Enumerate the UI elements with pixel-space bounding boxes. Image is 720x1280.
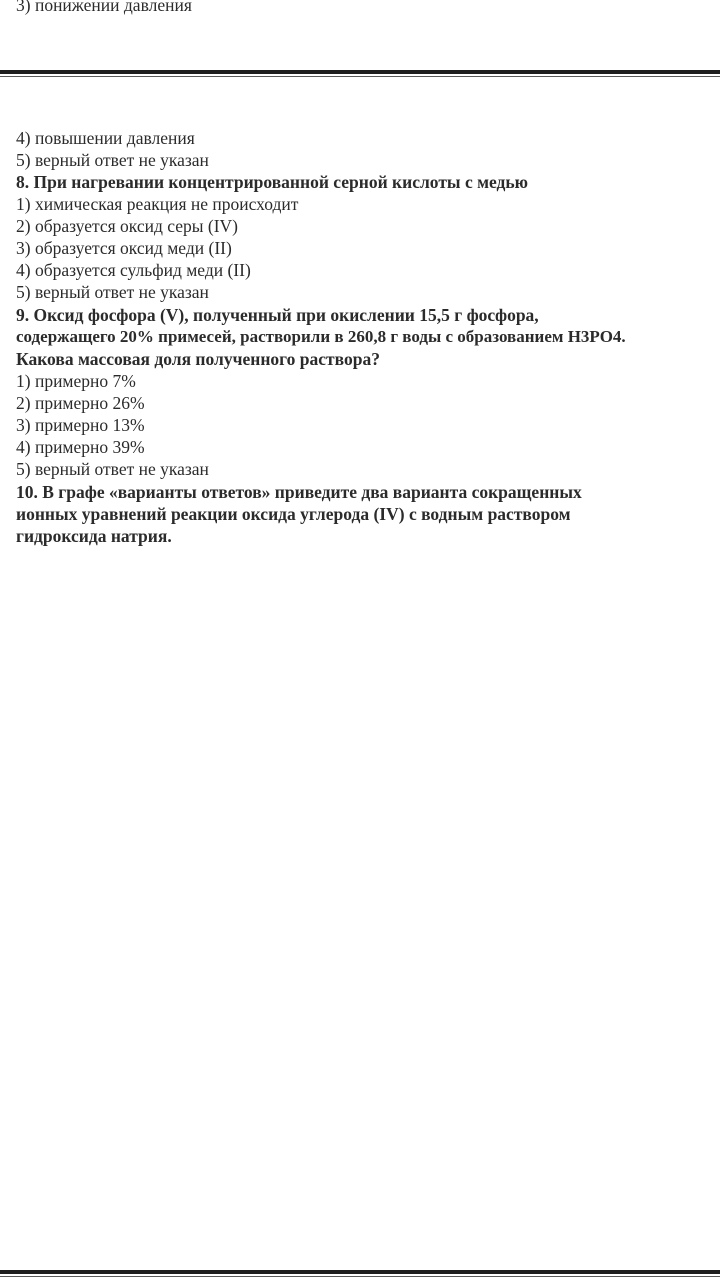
q10-question-line-1: 10. В графе «варианты ответов» приведите два варианта сокращенных [16, 482, 582, 502]
q7-option-5: 5) верный ответ не указан [16, 150, 209, 170]
q9-question-line-1: 9. Оксид фосфора (V), полученный при окислении 15,5 г фосфора, [16, 305, 539, 325]
page-separator-bottom [0, 1270, 720, 1277]
q8-option-5: 5) верный ответ не указан [16, 282, 209, 302]
q7-option-4: 4) повышении давления [16, 128, 195, 148]
prev-question-option-3: 3) понижении давления [16, 0, 192, 15]
q9-question-line-2: содержащего 20% примесей, растворили в 260,8 г воды с образованием Н3РО4. [16, 327, 626, 346]
q8-option-4: 4) образуется сульфид меди (II) [16, 260, 251, 280]
q9-option-4: 4) примерно 39% [16, 437, 145, 457]
q8-option-1: 1) химическая реакция не происходит [16, 194, 299, 214]
q9-option-3: 3) примерно 13% [16, 415, 145, 435]
q8-option-3: 3) образуется оксид меди (II) [16, 238, 232, 258]
q10-question-line-2: ионных уравнений реакции оксида углерода (IV) с водным раствором [16, 504, 571, 524]
q9-option-5: 5) верный ответ не указан [16, 459, 209, 479]
q10-question-line-3: гидроксида натрия. [16, 526, 172, 546]
page-separator [0, 70, 720, 77]
q8-question: 8. При нагревании концентрированной серной кислоты с медью [16, 172, 529, 192]
q8-option-2: 2) образуется оксид серы (IV) [16, 216, 238, 236]
q9-question-line-3: Какова массовая доля полученного раствора? [16, 349, 380, 369]
q9-option-2: 2) примерно 26% [16, 393, 145, 413]
q9-option-1: 1) примерно 7% [16, 371, 136, 391]
